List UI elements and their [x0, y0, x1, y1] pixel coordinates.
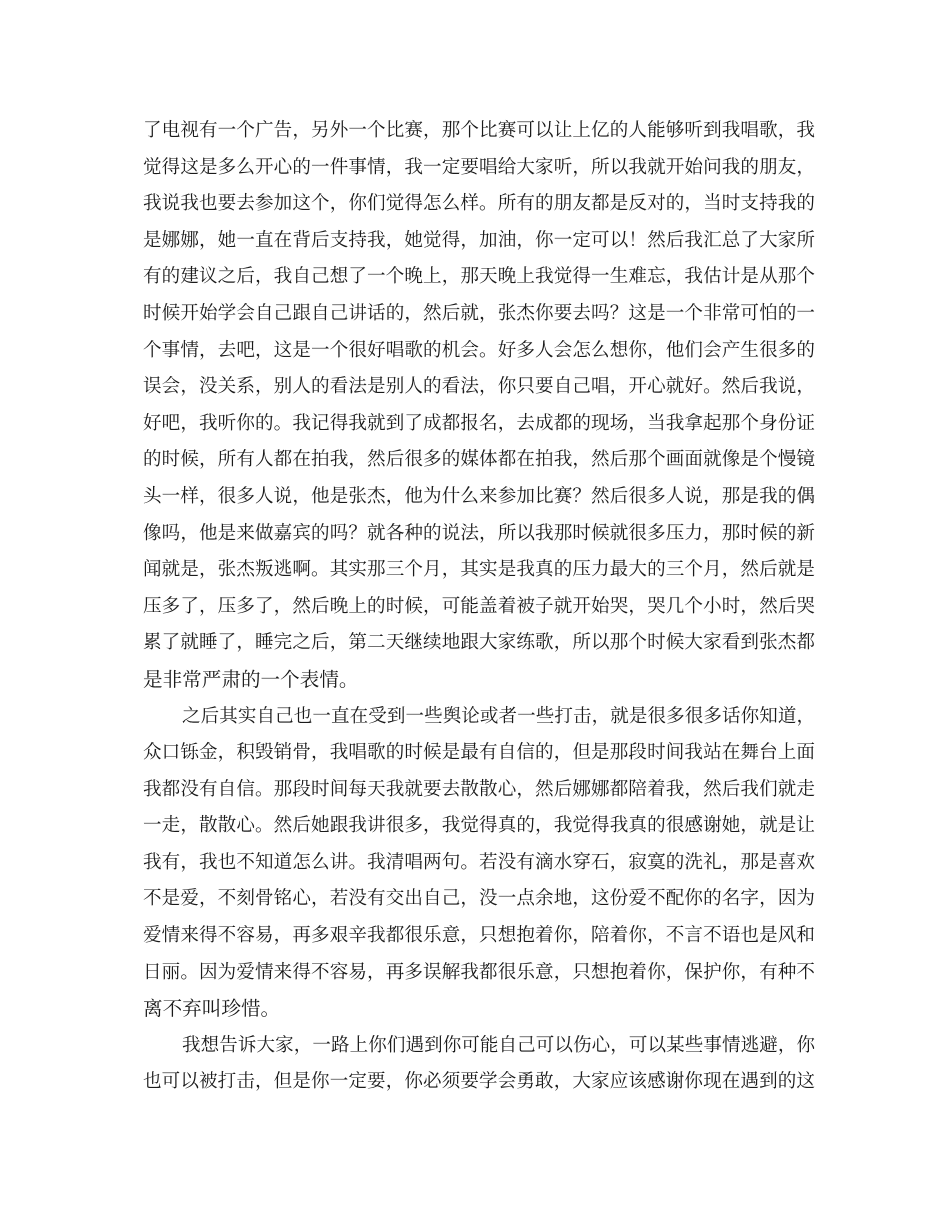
text-line: 不是爱，不刻骨铭心，若没有交出自己，没一点余地，这份爱不配你的名字，因为 [143, 888, 815, 910]
text-line: 头一样，很多人说，他是张杰，他为什么来参加比赛？然后很多人说，那是我的偶 [143, 485, 815, 507]
text-line: 了电视有一个广告，另外一个比赛，那个比赛可以让上亿的人能够听到我唱歌，我 [143, 120, 815, 141]
paragraph [143, 113, 815, 699]
text-line: 有的建议之后，我自己想了一个晚上，那天晚上我觉得一生难忘，我估计是从那个 [143, 266, 815, 288]
text-line: 个事情，去吧，这是一个很好唱歌的机会。好多人会怎么想你，他们会产生很多的 [143, 339, 815, 361]
text-line: 我都没有自信。那段时间每天我就要去散散心，然后娜娜都陪着我，然后我们就走 [143, 778, 815, 800]
text-line: 众口铄金，积毁销骨，我唱歌的时候是最有自信的，但是那段时间我站在舞台上面 [143, 742, 815, 764]
text-line: 一走，散散心。然后她跟我讲很多，我觉得真的，我觉得我真的很感谢她，就是让 [143, 815, 815, 837]
text-line: 误会，没关系，别人的看法是别人的看法，你只要自己唱，开心就好。然后我说， [143, 376, 815, 398]
body-text [143, 113, 815, 1101]
text-line: 之后其实自己也一直在受到一些舆论或者一些打击，就是很多很多话你知道， [182, 705, 815, 727]
text-line: 我有，我也不知道怎么讲。我清唱两句。若没有滴水穿石，寂寞的洗礼，那是喜欢 [143, 851, 815, 873]
text-line: 压多了，压多了，然后晚上的时候，可能盖着被子就开始哭，哭几个小时，然后哭 [143, 595, 815, 617]
text-line: 日丽。因为爱情来得不容易，再多误解我都很乐意，只想抱着你，保护你，有种不 [143, 961, 815, 983]
text-line: 闻就是，张杰叛逃啊。其实那三个月，其实是我真的压力最大的三个月，然后就是 [143, 559, 815, 581]
text-line: 是非常严肃的一个表情。 [143, 667, 359, 691]
text-line: 我想告诉大家，一路上你们遇到你可能自己可以伤心，可以某些事情逃避，你 [182, 1034, 815, 1056]
text-line: 的时候，所有人都在拍我，然后很多的媒体都在拍我，然后那个画面就像是个慢镜 [143, 449, 815, 471]
text-line: 累了就睡了，睡完之后，第二天继续地跟大家练歌，所以那个时候大家看到张杰都 [143, 632, 815, 654]
text-line: 时候开始学会自己跟自己讲话的，然后就，张杰你要去吗？这是一个非常可怕的一 [143, 302, 815, 324]
text-line: 是娜娜，她一直在背后支持我，她觉得，加油，你一定可以！然后我汇总了大家所 [143, 229, 815, 251]
text-line: 我说我也要去参加这个，你们觉得怎么样。所有的朋友都是反对的，当时支持我的 [143, 193, 815, 215]
text-line: 好吧，我听你的。我记得我就到了成都报名，去成都的现场，当我拿起那个身份证 [143, 412, 815, 434]
text-line: 离不弃叫珍惜。 [143, 997, 281, 1021]
text-line: 像吗，他是来做嘉宾的吗？就各种的说法，所以我那时候就很多压力，那时候的新 [143, 522, 815, 544]
paragraph [143, 699, 815, 1028]
text-line: 觉得这是多么开心的一件事情，我一定要唱给大家听，所以我就开始问我的朋友， [143, 156, 815, 178]
paragraph [143, 1028, 815, 1101]
text-line: 爱情来得不容易，再多艰辛我都很乐意，只想抱着你，陪着你，不言不语也是风和 [143, 925, 815, 947]
text-line: 也可以被打击，但是你一定要，你必须要学会勇敢，大家应该感谢你现在遇到的这 [143, 1071, 815, 1093]
